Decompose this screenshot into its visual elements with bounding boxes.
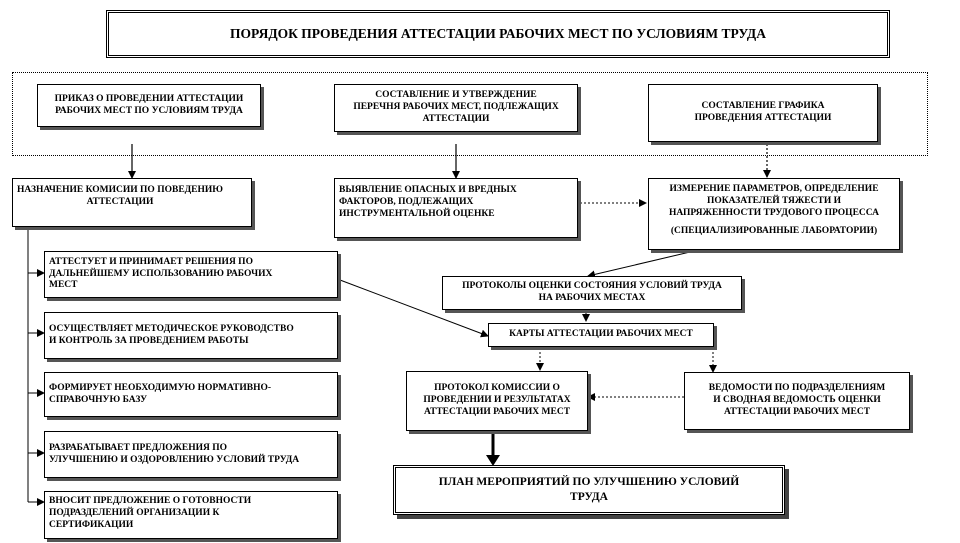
duty-box-2: ОСУЩЕСТВЛЯЕТ МЕТОДИЧЕСКОЕ РУКОВОДСТВО И КОНТРОЛЬ ЗА ПРОВЕДЕНИЕМ РАБОТЫ [44,312,338,359]
commission-protocol-box: ПРОТОКОЛ КОМИССИИ О ПРОВЕДЕНИИ И РЕЗУЛЬТАТАХ АТТЕСТАЦИИ РАБОЧИХ МЕСТ [406,371,588,431]
order-box: ПРИКАЗ О ПРОВЕДЕНИИ АТТЕСТАЦИИ РАБОЧИХ МЕСТ ПО УСЛОВИЯМ ТРУДА [37,84,261,127]
hazards-box: ВЫЯВЛЕНИЕ ОПАСНЫХ И ВРЕДНЫХ ФАКТОРОВ, ПОДЛЕЖАЩИХ ИНСТРУМЕНТАЛЬНОЙ ОЦЕНКЕ [334,178,578,238]
labs-text: (СПЕЦИАЛИЗИРОВАННЫЕ ЛАБОРАТОРИИ) [670,225,878,236]
protocols-box: ПРОТОКОЛЫ ОЦЕНКИ СОСТОЯНИЯ УСЛОВИЙ ТРУДА НА РАБОЧИХ МЕСТАХ [442,276,742,310]
workplace-list-box: СОСТАВЛЕНИЕ И УТВЕРЖДЕНИЕ ПЕРЕЧНЯ РАБОЧИХ МЕСТ, ПОДЛЕЖАЩИХ АТТЕСТАЦИИ [334,84,578,132]
cards-box: КАРТЫ АТТЕСТАЦИИ РАБОЧИХ МЕСТ [488,323,714,347]
diagram-title: ПОРЯДОК ПРОВЕДЕНИЯ АТТЕСТАЦИИ РАБОЧИХ МЕСТ ПО УСЛОВИЯМ ТРУДА [106,10,890,58]
arrow-measurement-to-protocols [588,252,690,276]
improvement-plan-box: ПЛАН МЕРОПРИЯТИЙ ПО УЛУЧШЕНИЮ УСЛОВИЙ ТРУДА [393,465,785,515]
duty-box-1: АТТЕСТУЕТ И ПРИНИМАЕТ РЕШЕНИЯ ПО ДАЛЬНЕЙШЕМУ ИСПОЛЬЗОВАНИЮ РАБОЧИХ МЕСТ [44,251,338,298]
commission-box: НАЗНАЧЕНИЕ КОМИСИИ ПО ПОВЕДЕНИЮ АТТЕСТАЦИИ [12,178,252,227]
duty-box-5: ВНОСИТ ПРЕДЛОЖЕНИЕ О ГОТОВНОСТИ ПОДРАЗДЕЛЕНИЙ ОРГАНИЗАЦИИ К СЕРТИФИКАЦИИ [44,491,338,539]
duty-box-4: РАЗРАБАТЫВАЕТ ПРЕДЛОЖЕНИЯ ПО УЛУЧШЕНИЮ И ОЗДОРОВЛЕНИЮ УСЛОВИЙ ТРУДА [44,431,338,478]
schedule-box: СОСТАВЛЕНИЕ ГРАФИКА ПРОВЕДЕНИЯ АТТЕСТАЦИИ [648,84,878,142]
duty-box-3: ФОРМИРУЕТ НЕОБХОДИМУЮ НОРМАТИВНО- СПРАВОЧНУЮ БАЗУ [44,372,338,417]
statements-box: ВЕДОМОСТИ ПО ПОДРАЗДЕЛЕНИЯМ И СВОДНАЯ ВЕДОМОСТЬ ОЦЕНКИ АТТЕСТАЦИИ РАБОЧИХ МЕСТ [684,372,910,430]
measurement-box [648,178,900,250]
measurement-text: ИЗМЕРЕНИЕ ПАРАМЕТРОВ, ОПРЕДЕЛЕНИЕ ПОКАЗАТЕЛЕЙ ТЯЖЕСТИ И НАПРЯЖЕННОСТИ ТРУДОВОГО ПРОЦЕССА [668,184,880,218]
